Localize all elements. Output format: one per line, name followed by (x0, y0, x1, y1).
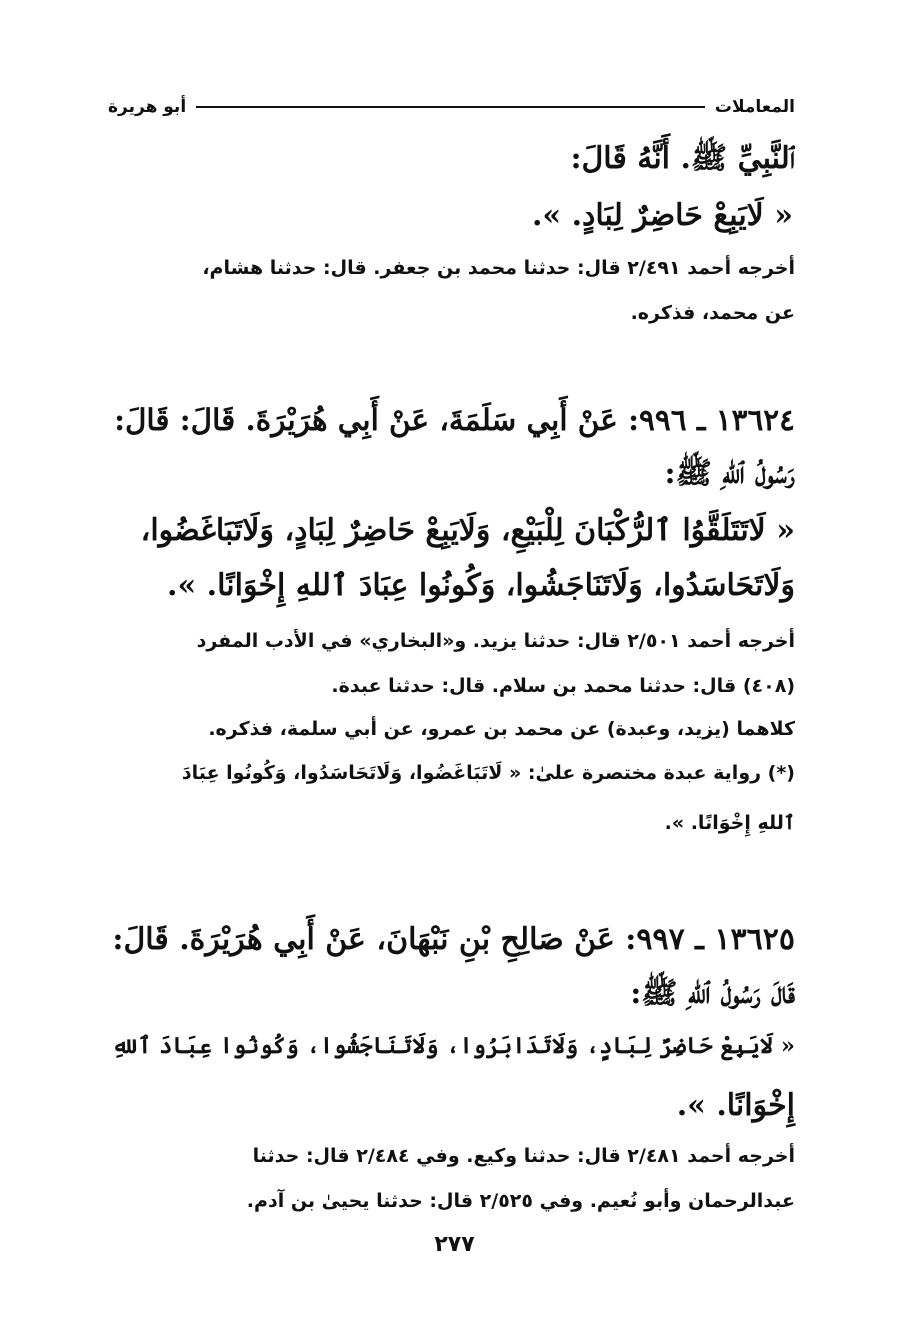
takhrij-line: عن محمد، فذكره. (630, 302, 795, 324)
takhrij-line: أخرجه أحمد ٢/٤٨١ قال: حدثنا وكيع. وفي ٢/٤٨٤ قال: حدثنا (252, 1145, 795, 1167)
page-number: ٢٧٧ (434, 1232, 475, 1257)
running-header (108, 92, 795, 122)
hadith-matn-line: « لَايَبِعْ حَاضِرٌ لِبَادٍ، وَلَاتَدَابَرُوا، وَلَاتَنَاجَشُوا، وَكُونُوا عِبَادَ ٱللهِ (111, 1033, 795, 1059)
hadith-matn-line: وَلَاتَحَاسَدُوا، وَلَاتَنَاجَشُوا، وَكُونُوا عِبَادَ ٱللهِ إِخْوَانًا. ». (167, 568, 795, 603)
hadith-heading-13625: ١٣٦٢٥ ـ ٩٩٧: عَنْ صَالِحِ بْنِ نَبْهَانَ، عَنْ أَبِي هُرَيْرَةَ. قَالَ: (112, 922, 795, 957)
hadith-matn-line: « لَايَبِعْ حَاضِرٌ لِبَادٍ. ». (531, 198, 793, 233)
takhrij-line: (٤٠٨) قال: حدثنا محمد بن سلام. قال: حدثنا عبدة. (331, 675, 795, 697)
header-chapter-title: المعاملات (714, 97, 795, 117)
hadith-matn-line: إِخْوَانًا. ». (676, 1088, 795, 1123)
header-rule (196, 106, 705, 108)
footnote-line: ٱللهِ إِخْوَانًا. ». (664, 812, 795, 834)
hadith-heading-13624: ١٣٦٢٤ ـ ٩٩٦: عَنْ أَبِي سَلَمَةَ، عَنْ أَبِي هُرَيْرَةَ. قَالَ: قَالَ: (114, 402, 795, 437)
hadith-text-line: قَالَ رَسُولُ ٱللهِ ﷺ: (630, 976, 795, 1011)
hadith-text-line: رَسُولُ ٱللهِ ﷺ: (664, 456, 795, 491)
hadith-text-line: ٱلنَّبِيِّ ﷺ. أَنَّهُ قَالَ: (570, 141, 795, 176)
takhrij-line: أخرجه أحمد ٢/٤٩١ قال: حدثنا محمد بن جعفر. قال: حدثنا هشام، (202, 257, 795, 279)
takhrij-line: عبدالرحمان وأبو نُعيم. وفي ٢/٥٢٥ قال: حدثنا يحيىٰ بن آدم. (246, 1190, 795, 1212)
takhrij-line: أخرجه أحمد ٢/٥٠١ قال: حدثنا يزيد. و«البخاري» في الأدب المفرد (196, 630, 795, 652)
header-section-title: أبو هريرة (108, 97, 187, 117)
footnote-line: (*) رواية عبدة مختصرة علىٰ: « لَاتَبَاغَضُوا، وَلَاتَحَاسَدُوا، وَكُونُوا عِبَادَ (181, 762, 795, 784)
hadith-matn-line: « لَاتَتَلَقَّوُا ٱلرُّكْبَانَ لِلْبَيْعِ، وَلَايَبِعْ حَاضِرٌ لِبَادٍ، وَلَاتَبَاغَضُوا، (140, 513, 795, 548)
takhrij-line: كلاهما (يزيد، وعبدة) عن محمد بن عمرو، عن أبي سلمة، فذكره. (208, 718, 795, 740)
